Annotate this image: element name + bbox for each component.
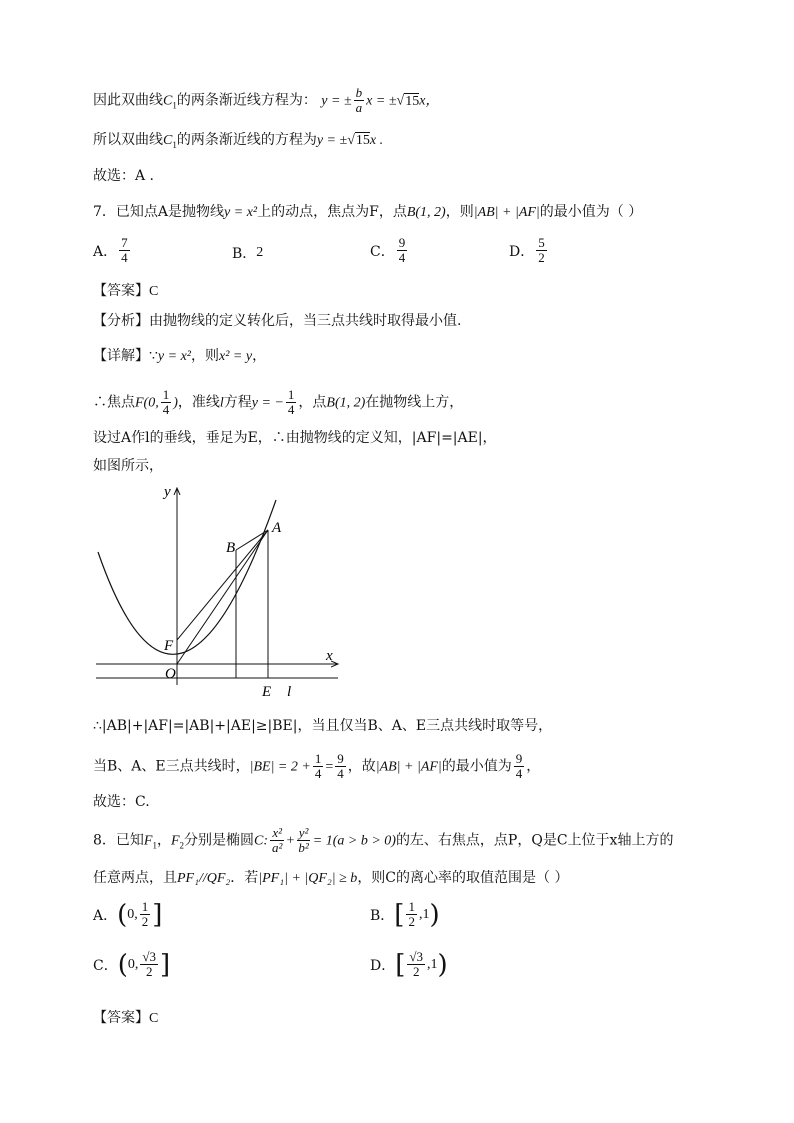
label-l: l: [287, 684, 292, 700]
parabola-figure: [92, 480, 352, 700]
q8-option-d: D． [ $\frac{√3}{2}$ ,1 ): [370, 949, 448, 980]
q8-answer: 【答案】C: [93, 1010, 159, 1026]
segment-fa: [177, 530, 268, 640]
q7-answer: 【答案】C: [93, 283, 159, 299]
question-8-stem-2: 任意两点，且PF₁//QF₂．若|PF₁| + |QF₂| ≥ b，则C的离心率的取值范围是（ ）: [93, 870, 569, 886]
q8-option-a: A． ( 0, $\frac{1}{2}$ ]: [93, 899, 163, 930]
q7-collinear-line: 当B、A、E三点共线时，|BE| = 2 + $\frac{1}{4}$ = $\frac{9}{4}$ ，故|AB| + |AF|的最小值为 $\frac{9}{4}$ ，: [93, 751, 541, 781]
label-a: A: [272, 520, 282, 536]
parabola-curve: [98, 500, 276, 654]
paragraph-asymptote-1: 因此双曲线$C_1$的两条渐近线方程为： y = ± $\frac{b}{a}$ x = ±√15x，: [93, 85, 440, 115]
label-x: x: [326, 648, 333, 664]
label-o: O: [165, 666, 176, 682]
label-y: y: [164, 484, 171, 500]
q7-analysis: 【分析】由抛物线的定义转化后，当三点共线时取得最小值.: [93, 313, 462, 329]
q7-perpendicular-line: 设过A作l的垂线，垂足为E，∴由抛物线的定义知，|AF|=|AE|，: [93, 430, 497, 446]
q7-focus-line: ∴焦点F(0, $\frac{1}{4}$ )，准线l方程y = − $\frac{1}{4}$ ，点B(1, 2)在抛物线上方，: [93, 387, 464, 417]
choose-c: 故选：C.: [93, 794, 150, 810]
label-e: E: [262, 684, 272, 700]
question-7-stem: 7．已知点A是抛物线y = x²上的动点，焦点为F，点B(1, 2)，则|AB| + |AF|的最小值为（ ）: [93, 204, 643, 220]
q7-option-b: B． 2: [232, 245, 264, 262]
q8-option-b: B． [ $\frac{1}{2}$ ,1 ): [370, 899, 440, 930]
choose-a: 故选：A .: [93, 168, 155, 184]
label-b: B: [226, 540, 236, 556]
paragraph-asymptote-2: 所以双曲线$C_1$的两条渐近线的方程为y = ±√15x .: [93, 132, 384, 150]
q7-figure-intro: 如图所示，: [93, 458, 163, 474]
question-8-stem-1: 8．已知$F_1$，$F_2$分别是椭圆C: $\frac{\text{x²}}{\text{a²}}$ + $\frac{\text{y²}}{\text{b²}}$ = 1(a > b > 0)的左、右焦点，点P，Q是C上位于x轴上方的: [93, 825, 674, 855]
q7-inequality-line: ∴|AB|+|AF|=|AB|+|AE|≥|BE|，当且仅当B、A、E三点共线时取等号，: [93, 718, 553, 734]
q7-option-a: A． $\frac{7}{4}$: [93, 235, 128, 265]
q7-option-c: C． $\frac{9}{4}$: [370, 235, 406, 265]
q8-option-c: C． ( 0, $\frac{√3}{2}$ ]: [93, 949, 171, 980]
segment-oa: [177, 530, 268, 664]
q7-detail: 【详解】∵y = x²，则x² = y，: [93, 348, 267, 364]
label-f: F: [164, 638, 174, 654]
segment-ba: [236, 530, 268, 550]
q7-option-d: D． $\frac{5}{2}$: [509, 235, 545, 265]
